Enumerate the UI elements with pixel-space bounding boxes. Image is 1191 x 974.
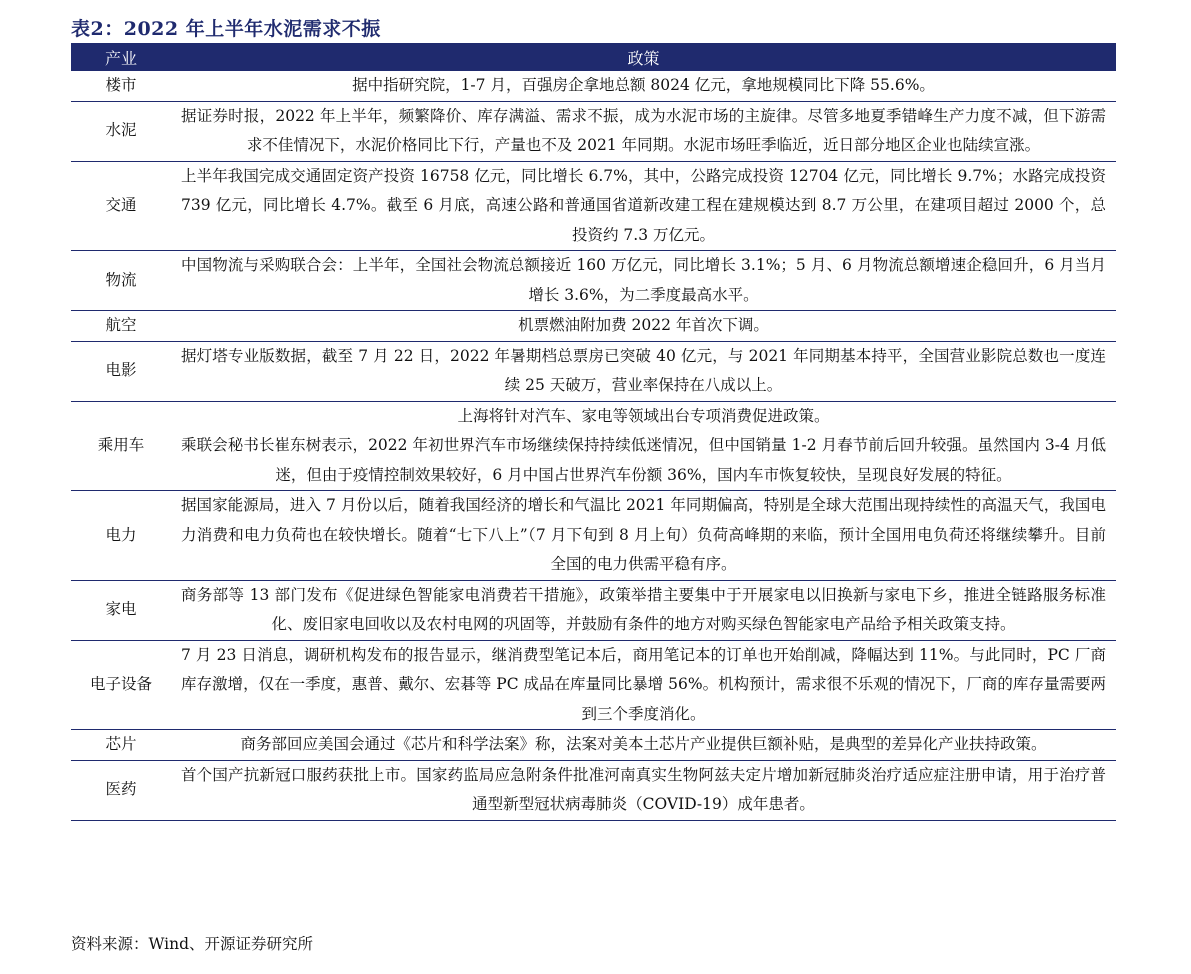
row-policy: 据证券时报，2022 年上半年，频繁降价、库存满溢、需求不振，成为水泥市场的主旋律。尽管多地夏季错峰生产力度不减，但下游需求不佳情况下，水泥价格同比下行，产量也不及 2021 年同期。水泥市场旺季临近，近日部分地区企业也陆续宣涨。 — [171, 101, 1116, 161]
row-policy: 据中指研究院，1-7 月，百强房企拿地总额 8024 亿元，拿地规模同比下降 55.6%。 — [171, 71, 1116, 101]
row-policy: 商务部回应美国会通过《芯片和科学法案》称，法案对美本土芯片产业提供巨额补贴，是典型的差异化产业扶持政策。 — [171, 730, 1116, 761]
header-policy: 政策 — [171, 43, 1116, 71]
row-label: 交通 — [71, 161, 171, 251]
row-label: 水泥 — [71, 101, 171, 161]
row-policy: 上海将针对汽车、家电等领域出台专项消费促进政策。 — [457, 406, 830, 425]
table-row — [71, 161, 1116, 251]
table-row — [71, 730, 1116, 761]
table-row — [71, 580, 1116, 640]
row-policy-secondary: 乘联会秘书长崔东树表示，2022 年初世界汽车市场继续保持持续低迷情况，但中国销量 1-2 月春节前后回升较强。虽然国内 3-4 月低迷，但由于疫情控制效果较好，6 月中国占世界汽车份额 36%，国内车市恢复较快，呈现良好发展的特征。 — [171, 431, 1116, 491]
row-policy: 机票燃油附加费 2022 年首次下调。 — [171, 311, 1116, 342]
policy-table — [71, 43, 1116, 821]
row-policy: 7 月 23 日消息，调研机构发布的报告显示，继消费型笔记本后，商用笔记本的订单也开始削减，降幅达到 11%。与此同时，PC 厂商库存激增，仅在一季度，惠普、戴尔、宏碁等 PC 成品在库量同比暴增 56%。机构预计，需求很不乐观的情况下，厂商的库存量需要两到三个季度消化。 — [171, 640, 1116, 730]
row-policy: 首个国产抗新冠口服药获批上市。国家药监局应急附条件批准河南真实生物阿兹夫定片增加新冠肺炎治疗适应症注册申请，用于治疗普通型新型冠状病毒肺炎（COVID-19）成年患者。 — [171, 760, 1116, 820]
row-label: 航空 — [71, 311, 171, 342]
table-row — [71, 431, 1116, 491]
table-row — [71, 311, 1116, 342]
row-policy: 据灯塔专业版数据，截至 7 月 22 日，2022 年暑期档总票房已突破 40 亿元，与 2021 年同期基本持平，全国营业影院总数也一度连续 25 天破万，营业率保持在八成以上。 — [171, 341, 1116, 401]
row-label: 家电 — [71, 580, 171, 640]
table-row — [71, 251, 1116, 311]
header-industry: 产业 — [71, 43, 171, 71]
row-label: 乘用车 — [71, 401, 171, 491]
row-label: 电子设备 — [71, 640, 171, 730]
row-policy: 上半年我国完成交通固定资产投资 16758 亿元，同比增长 6.7%，其中，公路完成投资 12704 亿元，同比增长 9.7%；水路完成投资 739 亿元，同比增长 4.7%。截至 6 月底，高速公路和普通国省道新改建工程在建规模达到 8.7 万公里，在建项目超过 2000 个，总投资约 7.3 万亿元。 — [171, 161, 1116, 251]
row-label: 医药 — [71, 760, 171, 820]
table-row — [71, 401, 1116, 431]
row-label: 楼市 — [71, 71, 171, 101]
row-label: 芯片 — [71, 730, 171, 761]
table-row — [71, 640, 1116, 730]
table-row — [71, 71, 1116, 101]
row-label: 电力 — [71, 491, 171, 581]
row-policy: 中国物流与采购联合会：上半年，全国社会物流总额接近 160 万亿元，同比增长 3.1%；5 月、6 月物流总额增速企稳回升，6 月当月增长 3.6%，为二季度最高水平。 — [171, 251, 1116, 311]
row-label: 电影 — [71, 341, 171, 401]
row-policy: 商务部等 13 部门发布《促进绿色智能家电消费若干措施》，政策举措主要集中于开展家电以旧换新与家电下乡，推进全链路服务标准化、废旧家电回收以及农村电网的巩固等，并鼓励有条件的地方对购买绿色智能家电产品给予相关政策支持。 — [171, 580, 1116, 640]
table-row — [71, 341, 1116, 401]
source-note: 资料来源：Wind、开源证券研究所 — [71, 935, 314, 953]
row-policy: 据国家能源局，进入 7 月份以后，随着我国经济的增长和气温比 2021 年同期偏高，特别是全球大范围出现持续性的高温天气，我国电力消费和电力负荷也在较快增长。随着“七下八上”（7 月下旬到 8 月上旬）负荷高峰期的来临，预计全国用电负荷还将继续攀升。目前全国的电力供需平稳有序。 — [171, 491, 1116, 581]
table-row — [71, 101, 1116, 161]
table-row — [71, 760, 1116, 820]
table-row — [71, 491, 1116, 581]
row-label: 物流 — [71, 251, 171, 311]
table-header-row — [71, 43, 1116, 71]
table-title: 表2：2022 年上半年水泥需求不振 — [71, 18, 381, 40]
